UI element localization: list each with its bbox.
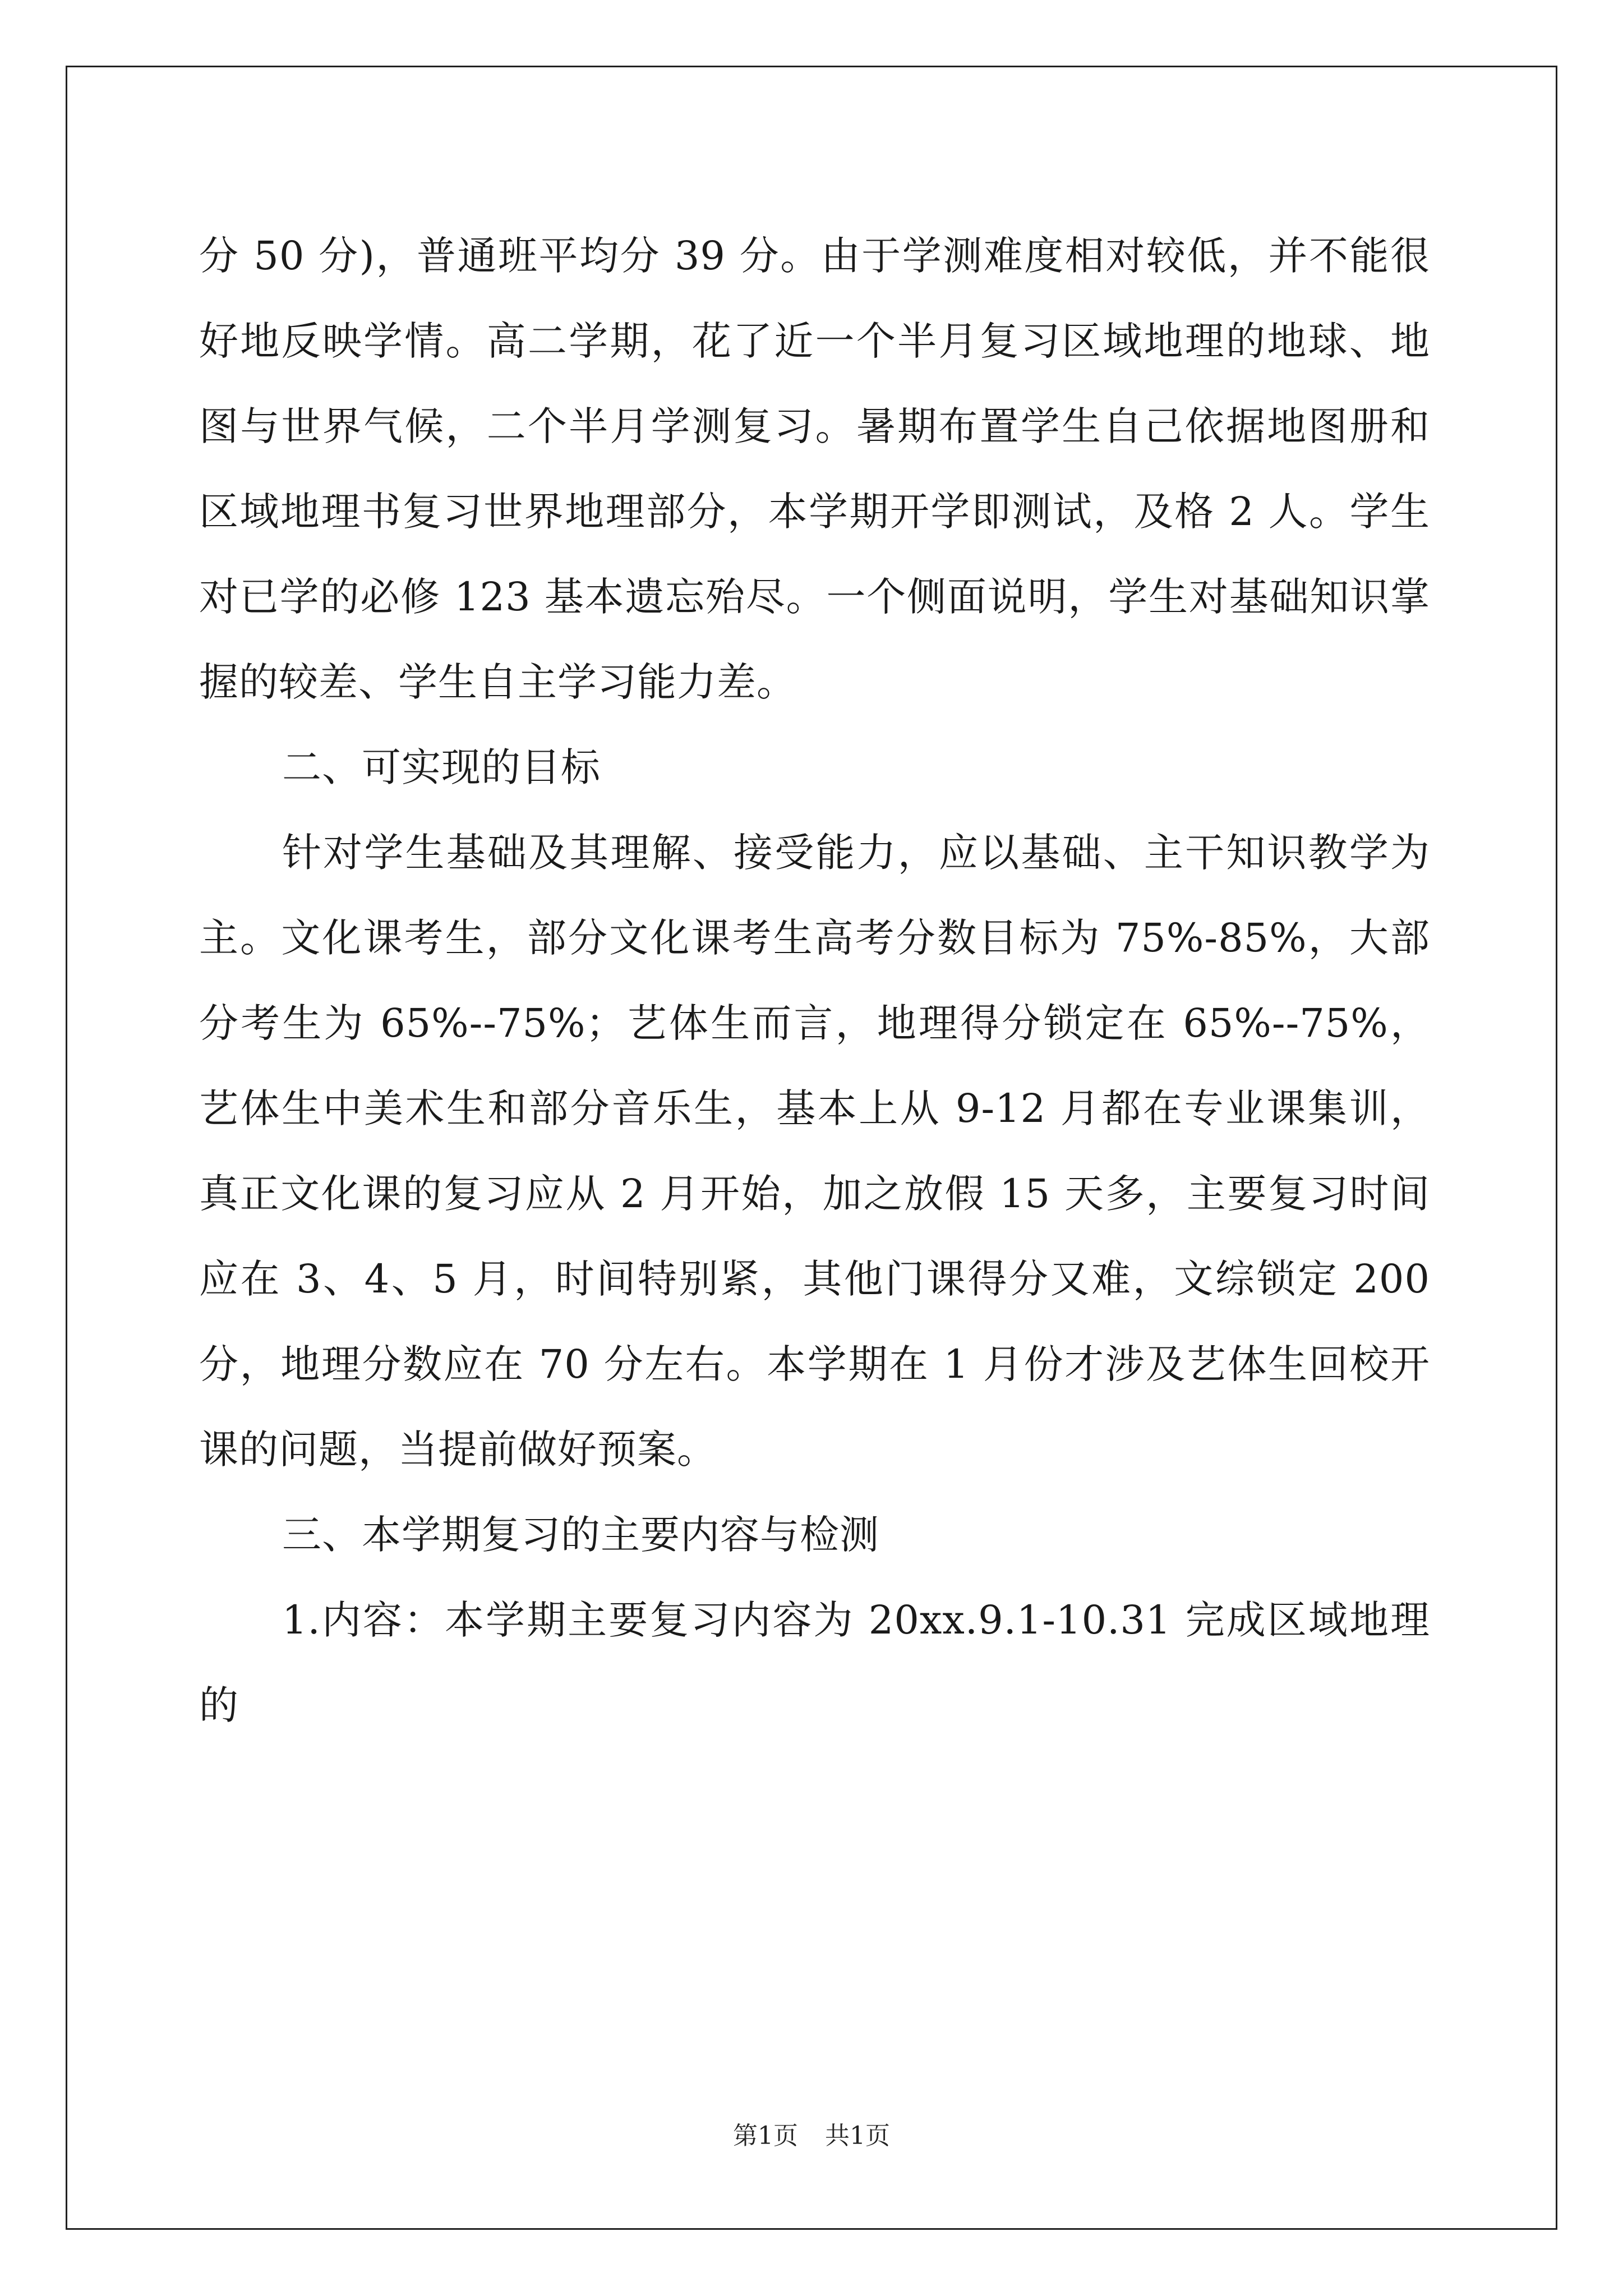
document-body [199,213,1430,1748]
paragraph-content: 1.内容：本学期主要复习内容为 20xx.9.1-10.31 完成区域地理的 [199,1597,1430,1728]
page-number-current: 第1页 [733,2122,798,2150]
page-footer [0,2119,1623,2153]
section-heading-content: 三、本学期复习的主要内容与检测 [282,1512,879,1558]
paragraph-intro: 分 50 分)，普通班平均分 39 分。由于学测难度相对较低，并不能很好地反映学情。高二学期，花了近一个半月复习区域地理的地球、地图与世界气候，二个半月学测复习。暑期布置学生自己依据地图册和区域地理书复习世界地理部分，本学期开学即测试，及格 2 人。学生对已学的必修 123 基本遗忘殆尽。一个侧面说明，学生对基础知识掌握的较差、学生自主学习能力差。 [199,233,1430,705]
paragraph-goals: 针对学生基础及其理解、接受能力，应以基础、主干知识教学为主。文化课考生，部分文化课考生高考分数目标为 75%-85%，大部分考生为 65%--75%；艺体生而言，地理得分锁定在 65%--75%，艺体生中美术生和部分音乐生，基本上从 9-12 月都在专业课集训，真正文化课的复习应从 2 月开始，加之放假 15 天多，主要复习时间应在 3、4、5 月，时间特别紧，其他门课得分又难，文综锁定 200 分，地理分数应在 70 分左右。本学期在 1 月份才涉及艺体生回校开课的问题，当提前做好预案。 [199,830,1430,1473]
page-number-total: 共1页 [825,2122,890,2150]
section-heading-goals: 二、可实现的目标 [282,744,601,790]
